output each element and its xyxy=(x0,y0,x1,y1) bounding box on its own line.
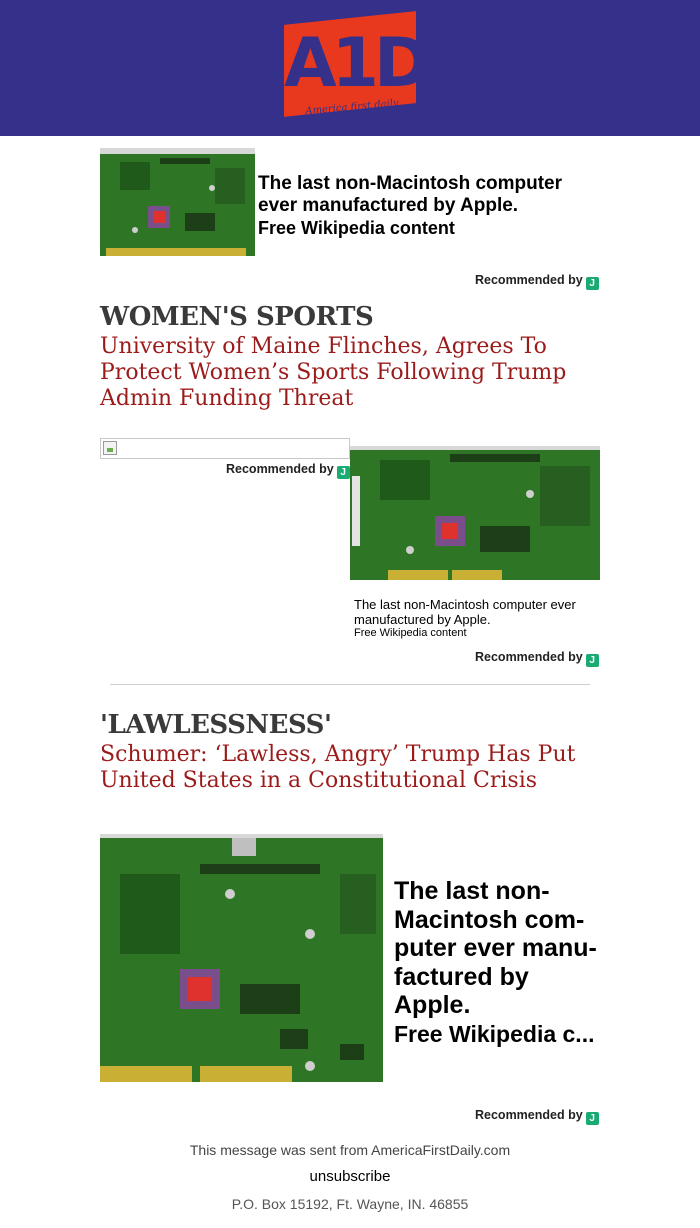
recommender-logo-icon: J xyxy=(586,277,599,290)
recommender-logo-icon: J xyxy=(586,654,599,667)
ad-3-title[interactable]: The last non-Macintosh com-puter ever manu-factured by Apple. xyxy=(394,877,597,1019)
recommended-by-1[interactable] xyxy=(475,272,599,288)
email-header xyxy=(0,0,700,136)
logo-tagline: America first daily xyxy=(304,97,400,118)
recommended-label: Recommended by xyxy=(475,1108,583,1122)
article-1-kicker: WOMEN'S SPORTS xyxy=(100,302,374,332)
recommended-by-3[interactable] xyxy=(475,649,599,665)
article-1-headline-link[interactable]: University of Maine Flinches, Agrees To Protect Women’s Sports Following Trump Admin Funding Threat xyxy=(100,334,567,411)
ad-2-image[interactable] xyxy=(350,446,600,584)
ad-2-title[interactable]: The last non-Macintosh computer ever manufactured by Apple. xyxy=(354,597,576,627)
ad-1-caption[interactable] xyxy=(258,173,598,239)
ad-1-image[interactable] xyxy=(100,148,255,261)
ad-1-title[interactable]: The last non-Macintosh computer ever manufactured by Apple. xyxy=(258,173,563,216)
ad-1-source: Free Wikipedia content xyxy=(258,218,455,238)
circuit-board-image xyxy=(100,148,255,261)
brand-logo[interactable] xyxy=(284,14,426,120)
article-2-kicker: 'LAWLESSNESS' xyxy=(100,710,332,740)
recommended-label: Recommended by xyxy=(475,650,583,664)
recommender-logo-icon: J xyxy=(337,466,350,479)
broken-image-placeholder[interactable] xyxy=(100,438,350,459)
unsubscribe-link[interactable]: unsubscribe xyxy=(309,1168,391,1185)
ad-3-source: Free Wikipedia c... xyxy=(394,1020,595,1047)
circuit-board-image xyxy=(100,834,383,1089)
ad-2-caption[interactable] xyxy=(354,597,594,640)
section-divider xyxy=(110,684,590,685)
footer-sent-from: This message was sent from AmericaFirstDaily.com xyxy=(189,1142,511,1158)
recommended-label: Recommended by xyxy=(475,273,583,287)
recommender-logo-icon: J xyxy=(586,1112,599,1125)
recommended-by-2[interactable] xyxy=(226,461,350,477)
ad-3-image[interactable] xyxy=(100,834,383,1089)
ad-3-caption[interactable] xyxy=(394,877,604,1048)
recommended-label: Recommended by xyxy=(226,462,334,476)
article-2-headline-link[interactable]: Schumer: ‘Lawless, Angry’ Trump Has Put United States in a Constitutional Crisis xyxy=(100,742,576,793)
broken-image-icon xyxy=(103,441,117,455)
logo-text: A1D xyxy=(284,24,426,103)
recommended-by-4[interactable] xyxy=(475,1107,599,1123)
circuit-board-image xyxy=(350,446,600,584)
ad-2-source: Free Wikipedia content xyxy=(354,627,467,639)
footer-address: P.O. Box 15192, Ft. Wayne, IN. 46855 xyxy=(231,1196,469,1212)
